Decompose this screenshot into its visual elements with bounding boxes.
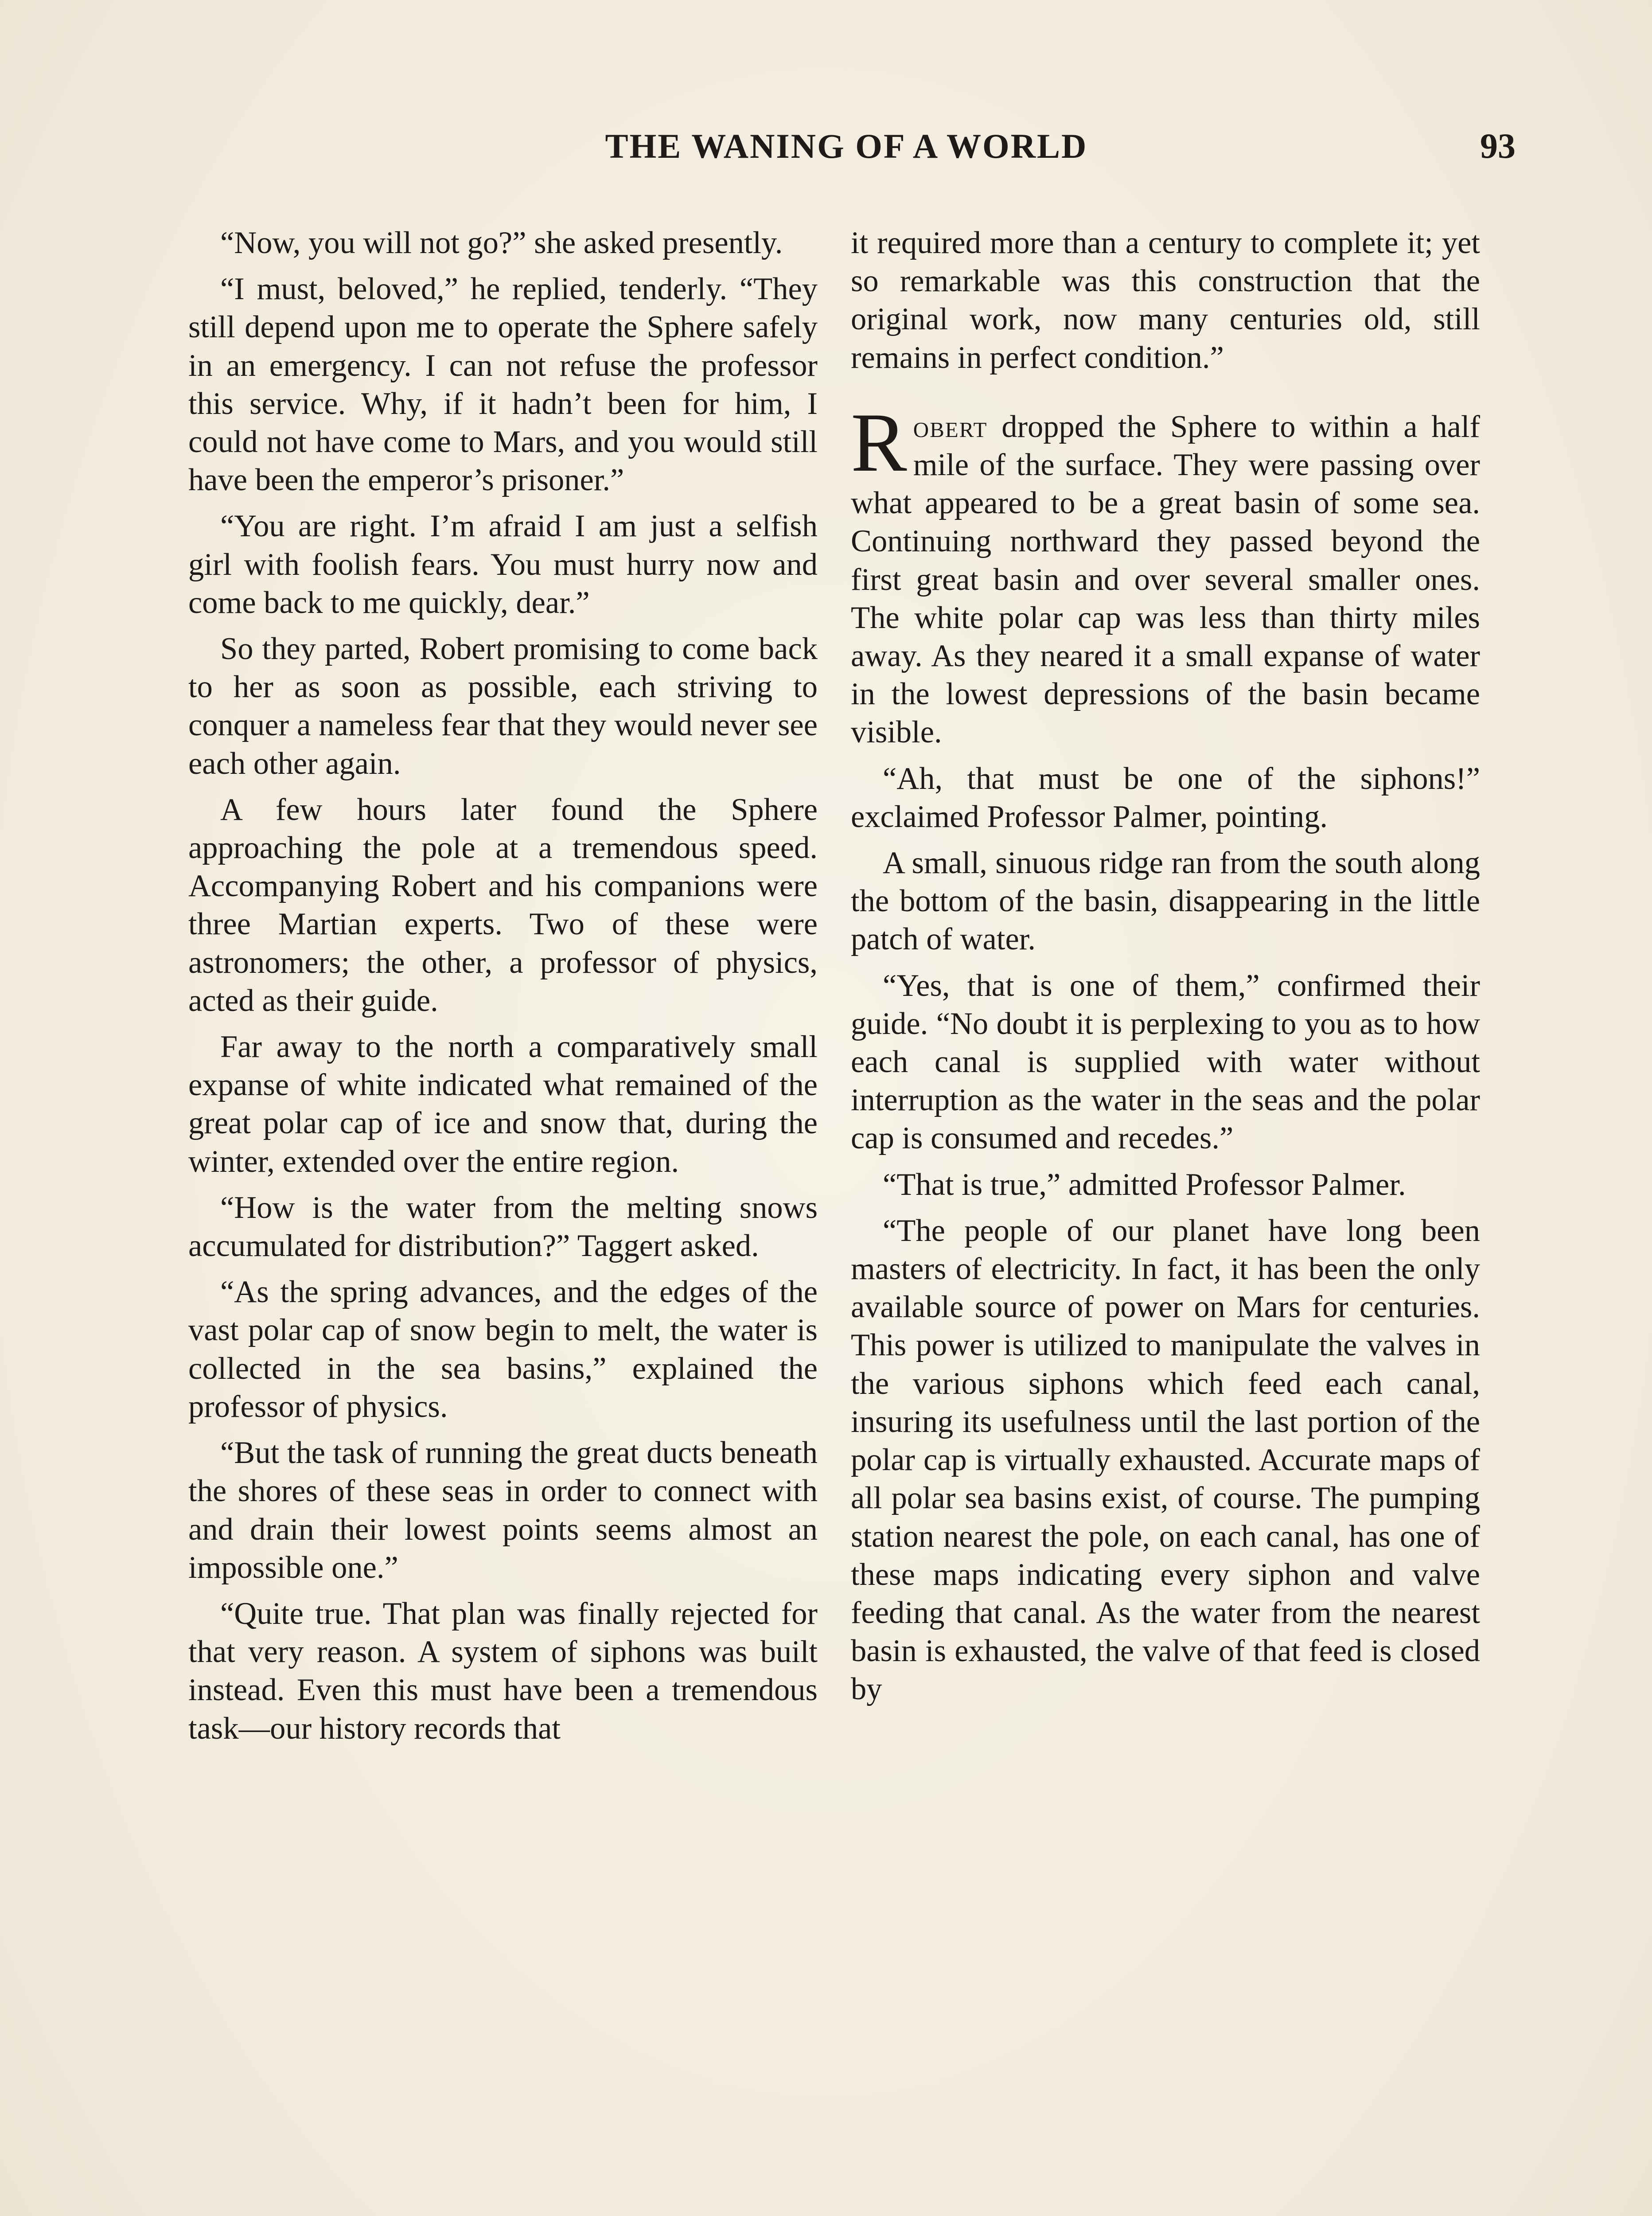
paragraph: “The people of our planet have long been masters of electricity. In fact, it has been the only available source of power on Mars for centuries. This power is utilized to manipulate the valves in the various siphons which feed each canal, insuring its usefulness until the last portion of the polar cap is virtually exhausted. Accurate maps of all polar sea basins exist, of course. The pumping station nearest the pole, on each canal, has one of these maps indicating every siphon and valve feeding that canal. As the water from the nearest basin is exhausted, the valve of that feed is closed by [851, 1213, 1480, 1707]
paragraph: “That is true,” admitted Professor Palmer. [883, 1167, 1406, 1202]
paragraph: “Quite true. That plan was finally rejected for that very reason. A system of siphons was built instead. Even this must have been a tremendous task—our history records that [188, 1596, 818, 1746]
paragraph: it required more than a century to complete it; yet so remarkable was this construction that the original work, now many centuries old, still remains in perfect condition.” [851, 226, 1480, 375]
section-start-paragraph [851, 396, 1480, 752]
page-number: 93 [1480, 127, 1516, 166]
paragraph-text: dropped the Sphere to within a half mile of the surface. They were passing over what appeared to be a great basin of some sea. Continuing northward they passed beyond the first great basin and over several smaller ones. The white polar cap was less than thirty miles away. As they neared it a small expanse of water in the lowest depressions of the basin became visible. [851, 409, 1480, 750]
small-caps-lead: obert [913, 409, 988, 444]
paragraph: “As the spring advances, and the edges of the vast polar cap of snow begin to melt, the water is collected in the sea basins,” explained the professor of physics. [188, 1275, 818, 1424]
paragraph: A few hours later found the Sphere approaching the pole at a tremendous speed. Accompanying Robert and his companions were three Martian experts. Two of these were astronomers; the other, a professor of physics, acted as their guide. [188, 792, 818, 1018]
paragraph: “You are right. I’m afraid I am just a selfish girl with foolish fears. You must hurry now and come back to me quickly, dear.” [188, 509, 818, 620]
paragraph: So they parted, Robert promising to come back to her as soon as possible, each striving to conquer a nameless fear that they would never see each other again. [188, 632, 818, 781]
paragraph: “Ah, that must be one of the siphons!” exclaimed Professor Palmer, pointing. [851, 761, 1480, 834]
running-title: THE WANING OF A WORLD [605, 127, 1088, 165]
drop-cap: R [851, 396, 907, 489]
paragraph: “Yes, that is one of them,” confirmed their guide. “No doubt it is perplexing to you as to how each canal is supplied with water without interruption as the water in the seas and the polar cap is consumed and recedes.” [851, 968, 1480, 1156]
paragraph: “But the task of running the great ducts beneath the shores of these seas in order to connect with and drain their lowest points seems almost an impossible one.” [188, 1436, 818, 1585]
paragraph: “Now, you will not go?” she asked presently. [220, 226, 783, 260]
paragraph: Far away to the north a comparatively small expanse of white indicated what remained of the great polar cap of ice and snow that, during the winter, extended over the entire region. [188, 1030, 818, 1179]
paragraph: “How is the water from the melting snows accumulated for distribution?” Taggert asked. [188, 1190, 818, 1264]
running-head [177, 126, 1516, 175]
right-column [851, 224, 1480, 1717]
left-column [188, 224, 818, 1756]
paragraph: “I must, beloved,” he replied, tenderly. “They still depend upon me to operate the Sphere safely in an emergency. I can not refuse the professor this service. Why, if it hadn’t been for him, I could not have come to Mars, and you would still have been the emperor’s prisoner.” [188, 272, 818, 498]
paragraph: A small, sinuous ridge ran from the south along the bottom of the basin, disappearing in the little patch of water. [851, 846, 1480, 957]
